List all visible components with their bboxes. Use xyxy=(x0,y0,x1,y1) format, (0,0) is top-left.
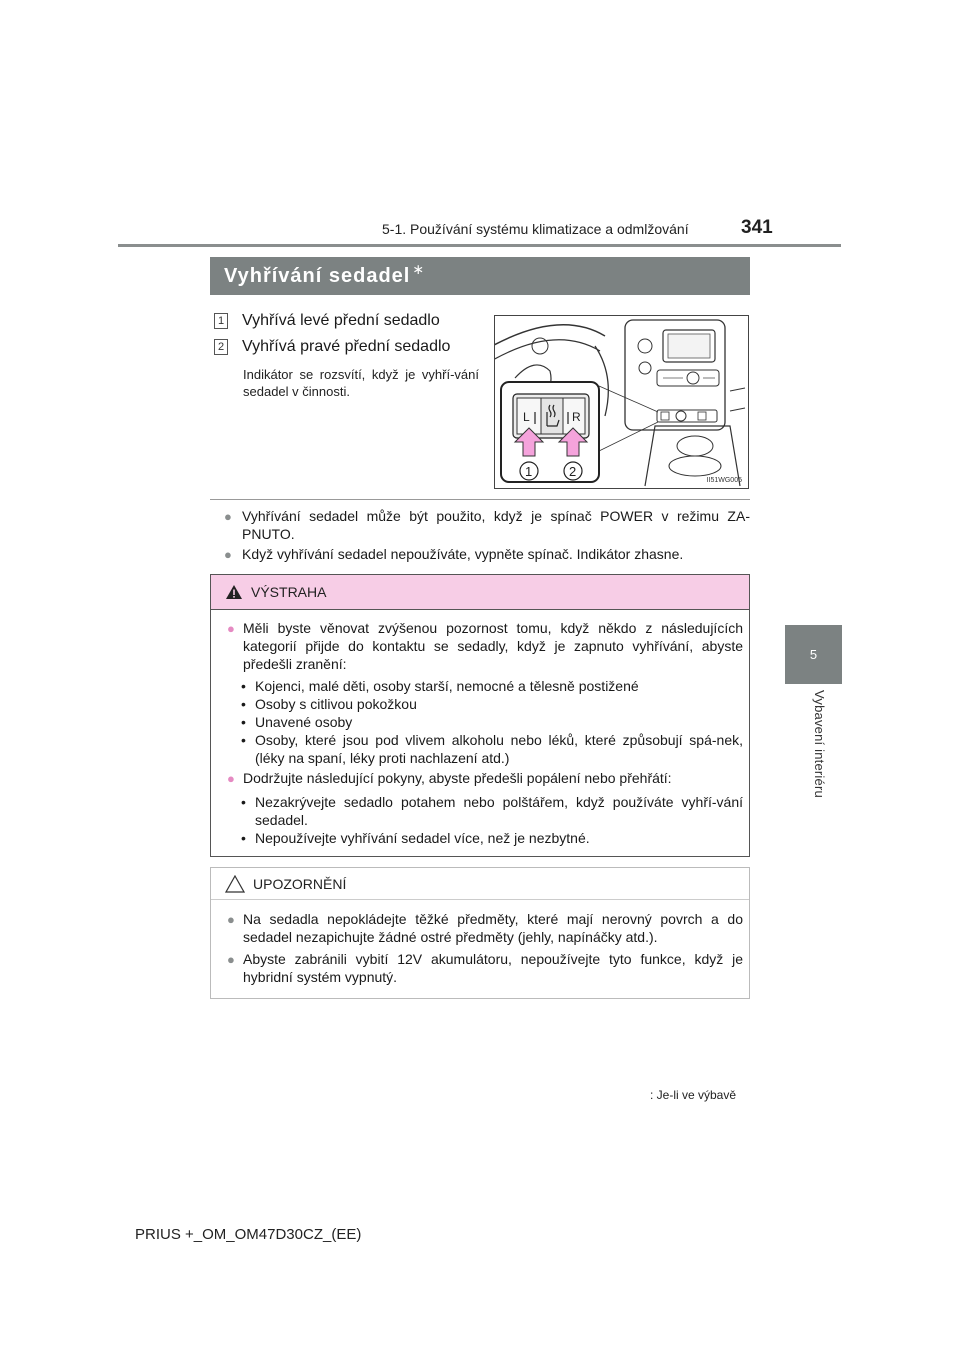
section-title: Vyhřívání sedadel xyxy=(224,264,411,287)
section-title-bar xyxy=(210,257,750,295)
bullet-icon: ● xyxy=(227,912,235,927)
warning-text-2: Dodržujte následující pokyny, abyste předešli popálení nebo přehřátí: xyxy=(243,770,672,786)
switch-right-label: R xyxy=(572,410,581,424)
bullet-icon: ● xyxy=(224,547,232,562)
bullet-icon: ● xyxy=(227,952,235,967)
warning-box xyxy=(210,574,750,857)
chapter-tab: 5 xyxy=(785,625,842,684)
optional-equipment-star: ∗ xyxy=(412,260,426,277)
caution-box xyxy=(210,867,750,999)
item-right-seat xyxy=(214,338,450,356)
manual-code-footer: PRIUS +_OM_OM47D30CZ_(EE) xyxy=(135,1226,362,1243)
header-rule xyxy=(118,244,841,247)
note-text: Když vyhřívání sedadel nepoužíváte, vypněte spínač. Indikátor zhasne. xyxy=(242,546,684,562)
warning-triangle-icon xyxy=(225,584,243,600)
item-number-2: 2 xyxy=(214,339,228,355)
item-text-2: Vyhřívá pravé přední sedadlo xyxy=(242,338,451,355)
note-text: Vyhřívání sedadel může být použito, když je spínač POWER v režimu ZA-PNUTO. xyxy=(242,508,750,542)
seat-heater-illustration xyxy=(494,315,749,489)
indicator-note: Indikátor se rozsvítí, když je vyhří-vání sedadel v činnosti. xyxy=(243,367,479,399)
list-item: • Kojenci, malé děti, osoby starší, nemocné a tělesně postižené xyxy=(241,677,743,695)
switch-left-label: L xyxy=(523,410,530,424)
warning-list-1 xyxy=(241,677,743,767)
item-text-1: Vyhřívá levé přední sedadlo xyxy=(242,312,440,329)
callout-2: 2 xyxy=(569,464,577,479)
caution-triangle-icon xyxy=(225,875,245,893)
caution-para-2 xyxy=(227,950,743,986)
list-item: • Nezakrývejte sedadlo potahem nebo polštářem, když používáte vyhří-vání sedadel. xyxy=(241,793,743,829)
warning-para-1 xyxy=(227,619,743,673)
dashboard-drawing xyxy=(495,316,749,489)
list-item: • Osoby s citlivou pokožkou xyxy=(241,695,743,713)
warning-para-2 xyxy=(227,769,743,787)
list-item: • Osoby, které jsou pod vlivem alkoholu nebo léků, které způsobují spá-nek, (léky na spaní, léky proti nachlazení atd.) xyxy=(241,731,743,767)
chapter-label: Vybavení interiéru xyxy=(812,690,827,798)
caution-heading: UPOZORNĚNÍ xyxy=(253,875,347,892)
bullet-icon: ● xyxy=(224,509,232,524)
caution-header xyxy=(211,868,749,900)
bullet-icon: ● xyxy=(227,771,235,786)
note-switch-off xyxy=(224,545,750,563)
note-power-mode xyxy=(224,507,750,543)
item-left-seat xyxy=(214,312,440,330)
warning-heading: VÝSTRAHA xyxy=(251,584,327,600)
page-header-section: 5-1. Používání systému klimatizace a odmlžování xyxy=(382,221,689,237)
list-item: • Nepoužívejte vyhřívání sedadel více, než je nezbytné. xyxy=(241,829,743,847)
callout-1: 1 xyxy=(525,464,533,479)
footnote: : Je-li ve výbavě xyxy=(650,1088,737,1102)
illustration-code: II51WG005 xyxy=(706,477,742,484)
page-number: 341 xyxy=(741,217,773,238)
caution-para-1 xyxy=(227,910,743,946)
bullet-icon: ● xyxy=(227,621,235,636)
caution-text-1: Na sedadla nepokládejte těžké předměty, které mají nerovný povrch a do sedadel nezapichujte žádné ostré předměty (jehly, napínáčky atd.). xyxy=(243,911,743,945)
warning-text-1: Měli byste věnovat zvýšenou pozornost tomu, když někdo z následujících kategorií přijde do kontaktu se sedadly, když je zapnuto vyhřívání, abyste předešli zranění: xyxy=(243,620,743,672)
section-rule xyxy=(210,499,750,500)
list-item: • Unavené osoby xyxy=(241,713,743,731)
item-number-1: 1 xyxy=(214,313,228,329)
caution-text-2: Abyste zabránili vybití 12V akumulátoru, nepoužívejte tyto funkce, když je hybridní systém vypnutý. xyxy=(243,951,743,985)
warning-header xyxy=(211,575,749,610)
warning-list-2 xyxy=(241,793,743,847)
